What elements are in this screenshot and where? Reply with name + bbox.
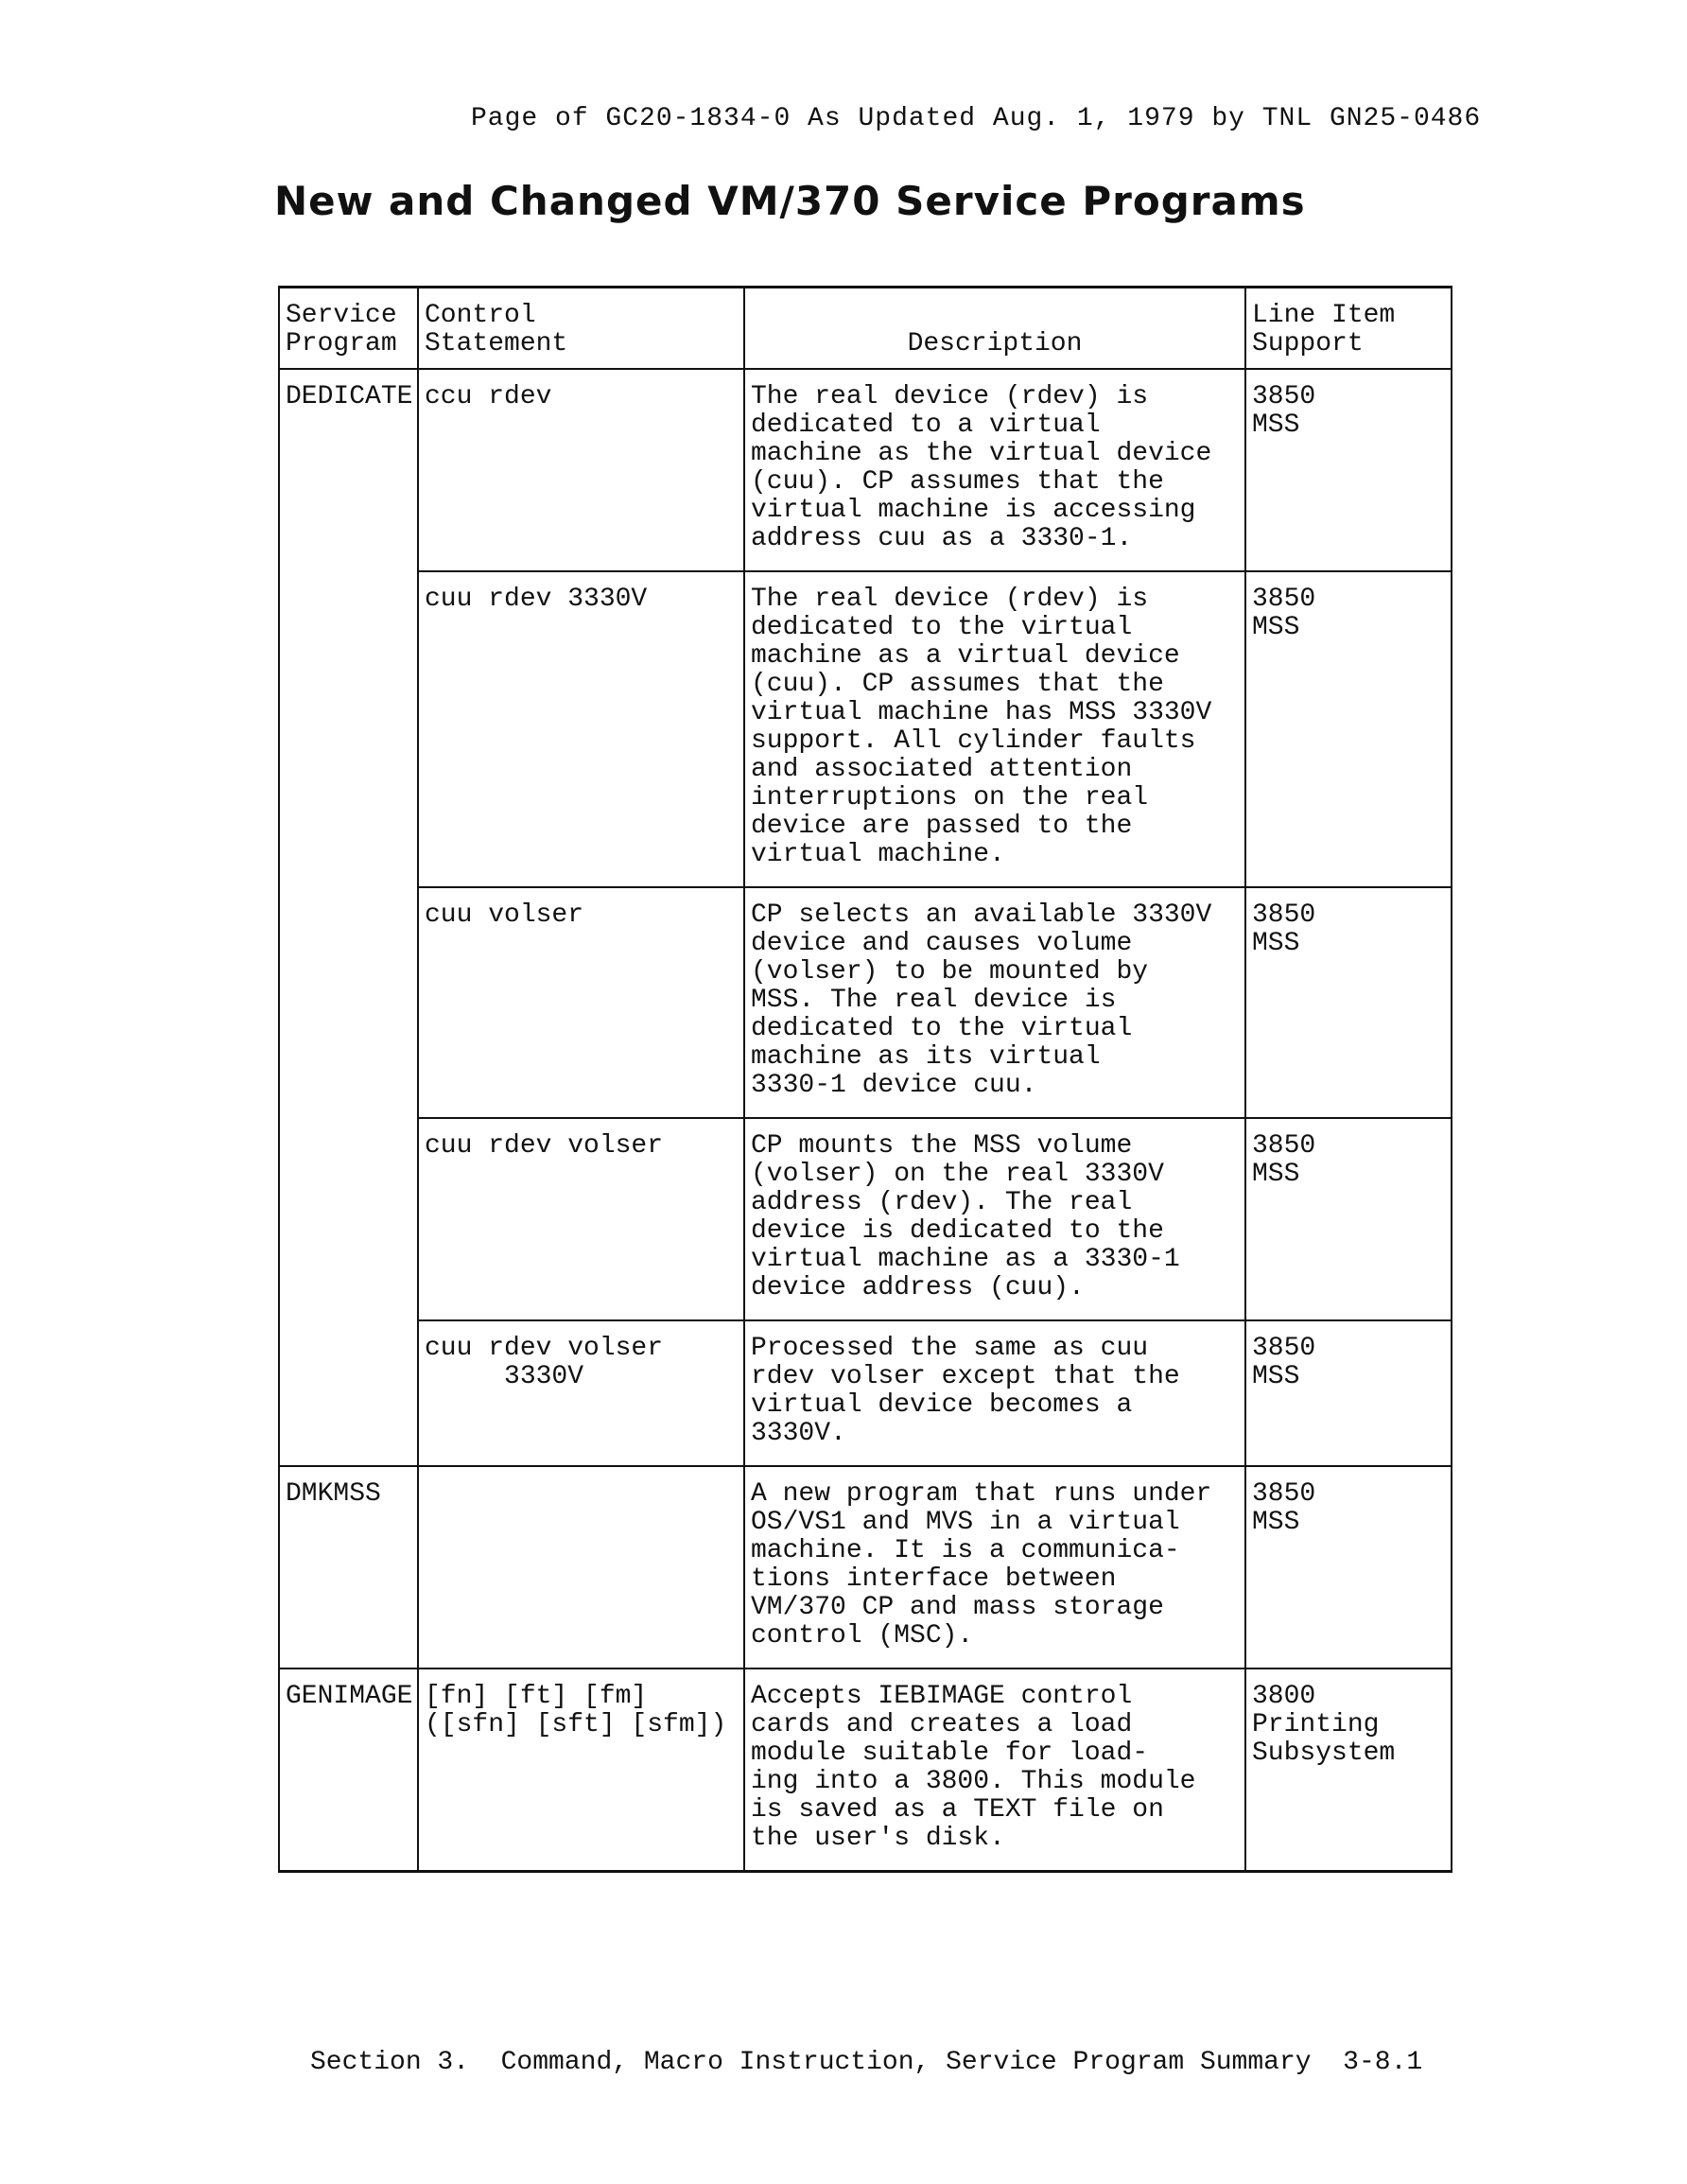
cell-description: Accepts IEBIMAGE control cards and creates a load module suitable for load- ing into a 3800. This module is saved as a TEXT file on the user's disk. [744,1669,1245,1872]
cell-description: CP selects an available 3330V device and causes volume (volser) to be mounted by MSS. The real device is dedicated to the virtual machine as its virtual 3330-1 device cuu. [744,887,1245,1118]
header-line-item-support: Line Item Support [1245,288,1452,370]
page-header: Page of GC20-1834-0 As Updated Aug. 1, 1979 by TNL GN25-0486 [471,104,1482,133]
cell-program [279,1320,418,1466]
cell-description: The real device (rdev) is dedicated to a virtual machine as the virtual device (cuu). CP assumes that the virtual machine is accessing address cuu as a 3330-1. [744,369,1245,571]
cell-description: Processed the same as cuu rdev volser except that the virtual device becomes a 3330V. [744,1320,1245,1466]
cell-program [279,571,418,887]
table-row [279,1118,1452,1320]
cell-support: 3850 MSS [1245,1466,1452,1669]
cell-statement: cuu volser [418,887,744,1118]
table-row [279,1466,1452,1669]
table-row [279,1320,1452,1466]
cell-statement [418,1466,744,1669]
cell-support: 3850 MSS [1245,571,1452,887]
page-title: New and Changed VM/370 Service Programs [274,178,1306,224]
table-row [279,571,1452,887]
page-footer: Section 3. Command, Macro Instruction, Service Program Summary 3-8.1 [310,2048,1423,2077]
cell-support: 3800 Printing Subsystem [1245,1669,1452,1872]
cell-statement: [fn] [ft] [fm] ([sfn] [sft] [sfm]) [418,1669,744,1872]
cell-program [279,887,418,1118]
cell-program: DMKMSS [279,1466,418,1669]
cell-statement: cuu rdev volser [418,1118,744,1320]
cell-description: CP mounts the MSS volume (volser) on the real 3330V address (rdev). The real device is dedicated to the virtual machine as a 3330-1 device address (cuu). [744,1118,1245,1320]
cell-support: 3850 MSS [1245,1118,1452,1320]
table-header-row [279,288,1452,370]
cell-description: A new program that runs under OS/VS1 and MVS in a virtual machine. It is a communica- tions interface between VM/370 CP and mass storage control (MSC). [744,1466,1245,1669]
header-service-program: Service Program [279,288,418,370]
cell-statement: cuu rdev volser 3330V [418,1320,744,1466]
cell-program: DEDICATE [279,369,418,571]
table-row [279,1669,1452,1872]
header-description-label: Description [907,329,1083,358]
cell-support: 3850 MSS [1245,1320,1452,1466]
cell-program [279,1118,418,1320]
cell-support: 3850 MSS [1245,369,1452,571]
cell-description: The real device (rdev) is dedicated to the virtual machine as a virtual device (cuu). CP assumes that the virtual machine has MSS 3330V support. All cylinder faults and associated attention interruptions on the real device are passed to the virtual machine. [744,571,1245,887]
cell-statement: cuu rdev 3330V [418,571,744,887]
table-row [279,369,1452,571]
service-programs-table [278,286,1451,1873]
table-row [279,887,1452,1118]
cell-program: GENIMAGE [279,1669,418,1872]
cell-support: 3850 MSS [1245,887,1452,1118]
header-control-statement: Control Statement [418,288,744,370]
header-description [744,288,1245,370]
cell-statement: ccu rdev [418,369,744,571]
